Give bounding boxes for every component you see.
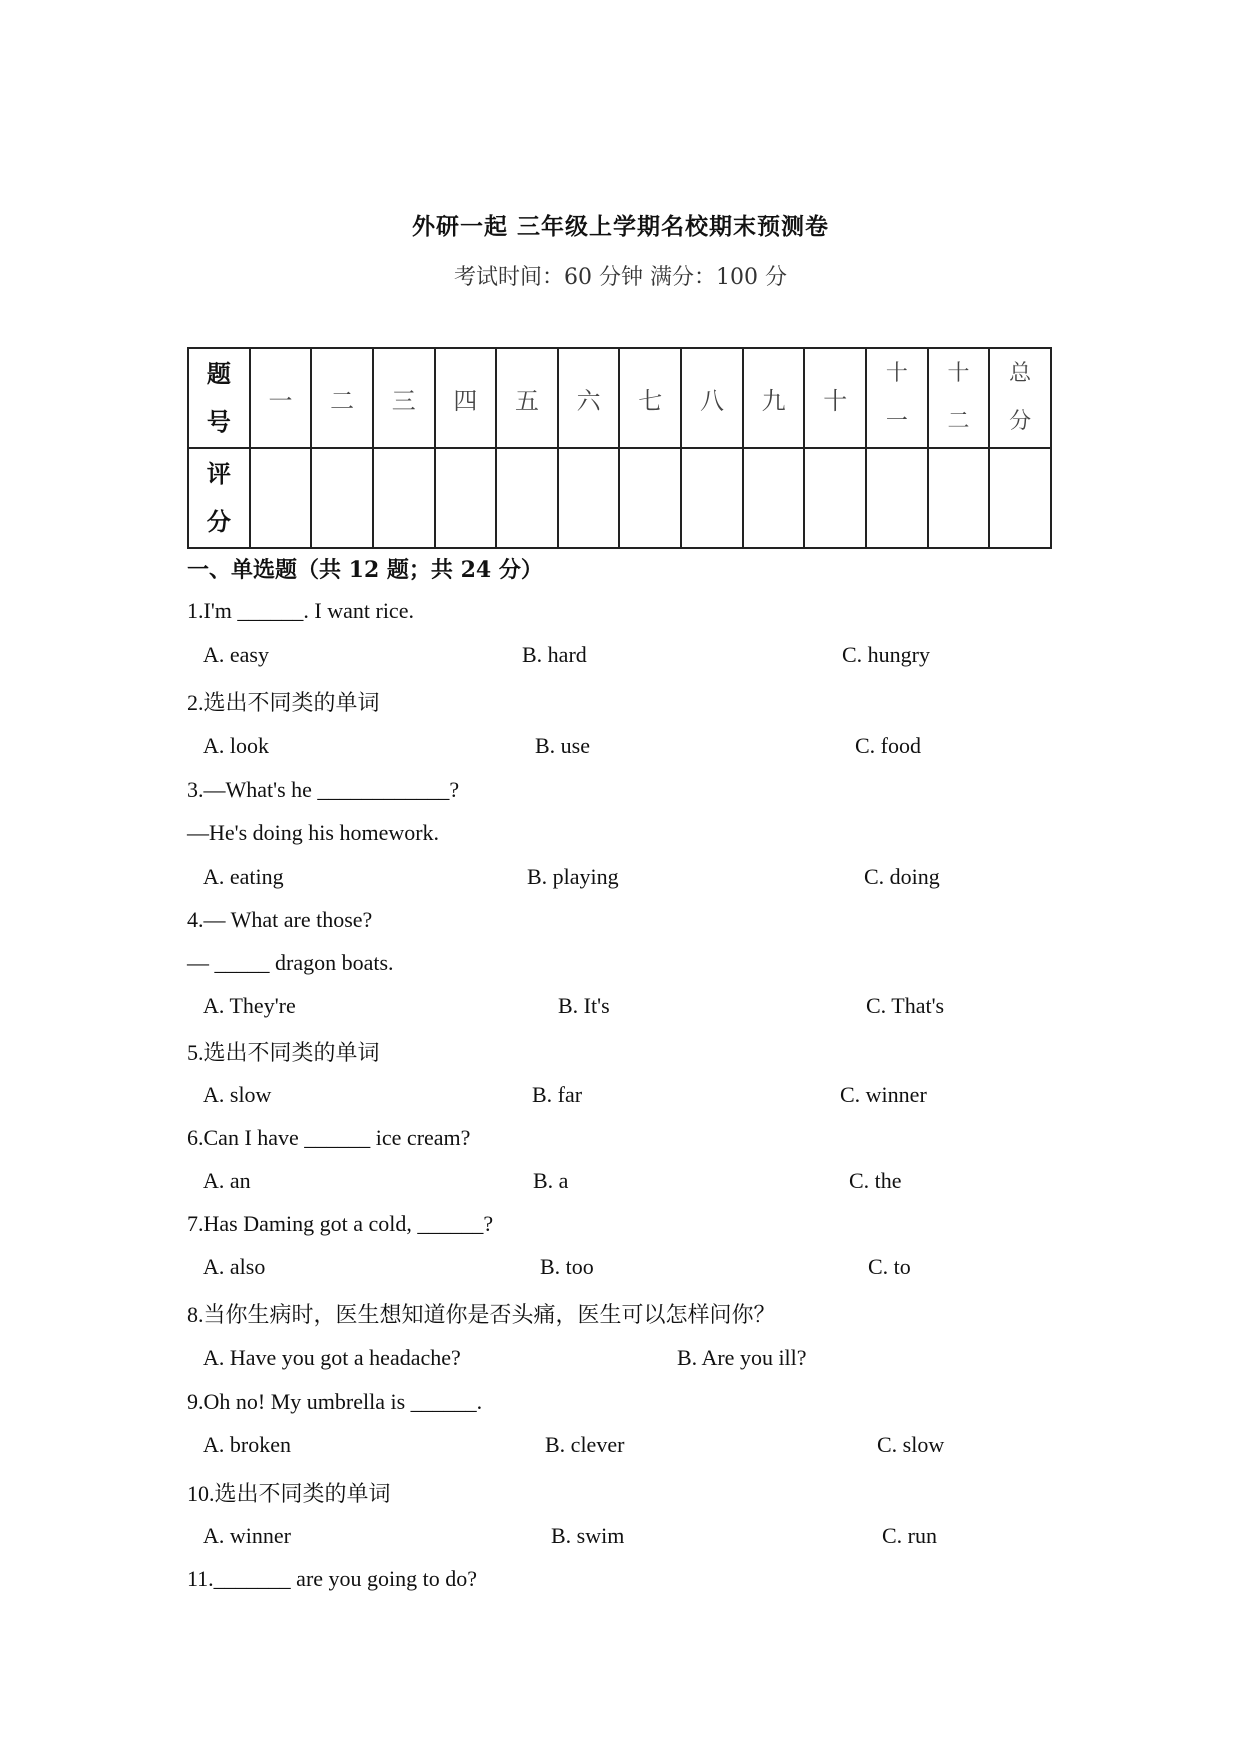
question-4-answer-line: — _____ dragon boats. bbox=[187, 950, 394, 975]
option-b: B. swim bbox=[551, 1523, 625, 1548]
score-cell bbox=[989, 448, 1051, 548]
option-c: C. That's bbox=[866, 993, 945, 1018]
column-header: 八 bbox=[681, 348, 743, 448]
column-header: 一 bbox=[250, 348, 312, 448]
score-cell bbox=[373, 448, 435, 548]
question-7: 7.Has Daming got a cold, ______? bbox=[187, 1211, 494, 1236]
column-header-twelve bbox=[928, 348, 990, 448]
score-table bbox=[187, 347, 1052, 549]
score-cell bbox=[619, 448, 681, 548]
column-header-char: 分 bbox=[1009, 409, 1032, 434]
option-c: C. the bbox=[849, 1168, 902, 1193]
column-header-eleven bbox=[866, 348, 928, 448]
column-header: 七 bbox=[619, 348, 681, 448]
row-label-char: 号 bbox=[206, 407, 231, 436]
column-header: 九 bbox=[743, 348, 805, 448]
column-header-char: 一 bbox=[885, 409, 908, 434]
column-header-total bbox=[989, 348, 1051, 448]
option-b: B. clever bbox=[545, 1432, 625, 1457]
column-header: 十 bbox=[804, 348, 866, 448]
score-cell bbox=[928, 448, 990, 548]
option-b: B. playing bbox=[527, 864, 619, 889]
row-label-char: 评 bbox=[206, 459, 231, 488]
column-header-char: 十 bbox=[885, 361, 908, 386]
column-header: 四 bbox=[435, 348, 497, 448]
exam-info: 考试时间：60 分钟 满分：100 分 bbox=[454, 265, 787, 290]
option-c: C. run bbox=[882, 1523, 937, 1548]
column-header: 五 bbox=[496, 348, 558, 448]
option-b: B. a bbox=[533, 1168, 569, 1193]
option-b: B. hard bbox=[522, 642, 587, 667]
column-header-char: 二 bbox=[947, 409, 970, 434]
option-a: A. Have you got a headache? bbox=[203, 1345, 461, 1370]
option-a: A. look bbox=[203, 733, 269, 758]
option-a: A. also bbox=[203, 1254, 266, 1279]
option-a: A. eating bbox=[203, 864, 284, 889]
score-cell bbox=[558, 448, 620, 548]
option-c: C. slow bbox=[877, 1432, 945, 1457]
question-6: 6.Can I have ______ ice cream? bbox=[187, 1125, 471, 1150]
option-a: A. an bbox=[203, 1168, 251, 1193]
question-1: 1.I'm ______. I want rice. bbox=[187, 598, 414, 623]
score-table-score-row bbox=[188, 448, 1051, 548]
column-header: 六 bbox=[558, 348, 620, 448]
option-c: C. hungry bbox=[842, 642, 930, 667]
option-a: A. slow bbox=[203, 1082, 272, 1107]
score-cell bbox=[250, 448, 312, 548]
option-a: A. easy bbox=[203, 642, 269, 667]
column-header-char: 总 bbox=[1009, 361, 1032, 386]
score-cell bbox=[866, 448, 928, 548]
option-a: A. They're bbox=[203, 993, 296, 1018]
score-cell bbox=[681, 448, 743, 548]
question-10: 10.选出不同类的单词 bbox=[187, 1481, 391, 1506]
column-header: 二 bbox=[311, 348, 373, 448]
option-c: C. winner bbox=[840, 1082, 927, 1107]
row-label-char: 题 bbox=[206, 359, 231, 388]
question-8: 8.当你生病时，医生想知道你是否头痛，医生可以怎样问你？ bbox=[187, 1302, 776, 1327]
option-b: B. too bbox=[540, 1254, 594, 1279]
option-a: A. broken bbox=[203, 1432, 291, 1457]
question-5: 5.选出不同类的单词 bbox=[187, 1040, 380, 1065]
column-header: 三 bbox=[373, 348, 435, 448]
option-c: C. food bbox=[855, 733, 921, 758]
question-9: 9.Oh no! My umbrella is ______. bbox=[187, 1389, 483, 1414]
option-b: B. It's bbox=[558, 993, 610, 1018]
question-2: 2.选出不同类的单词 bbox=[187, 690, 380, 715]
option-b: B. Are you ill? bbox=[677, 1345, 807, 1370]
question-3: 3.—What's he ____________? bbox=[187, 777, 460, 802]
score-cell bbox=[804, 448, 866, 548]
question-4: 4.— What are those? bbox=[187, 907, 373, 932]
score-table-header-row bbox=[188, 348, 1051, 448]
row-label-score bbox=[188, 448, 250, 548]
option-b: B. use bbox=[535, 733, 590, 758]
score-cell bbox=[496, 448, 558, 548]
option-c: C. to bbox=[868, 1254, 911, 1279]
question-3-answer-line: —He's doing his homework. bbox=[187, 820, 440, 845]
row-label-char: 分 bbox=[206, 507, 231, 536]
option-a: A. winner bbox=[203, 1523, 291, 1548]
score-cell bbox=[311, 448, 373, 548]
row-label-question-number bbox=[188, 348, 250, 448]
column-header-char: 十 bbox=[947, 361, 970, 386]
score-cell bbox=[435, 448, 497, 548]
section-heading: 一、单选题（共 12 题；共 24 分） bbox=[187, 557, 543, 583]
score-cell bbox=[743, 448, 805, 548]
option-b: B. far bbox=[532, 1082, 583, 1107]
option-c: C. doing bbox=[864, 864, 940, 889]
page-title: 外研一起 三年级上学期名校期末预测卷 bbox=[411, 213, 829, 240]
question-11: 11._______ are you going to do? bbox=[187, 1566, 478, 1591]
